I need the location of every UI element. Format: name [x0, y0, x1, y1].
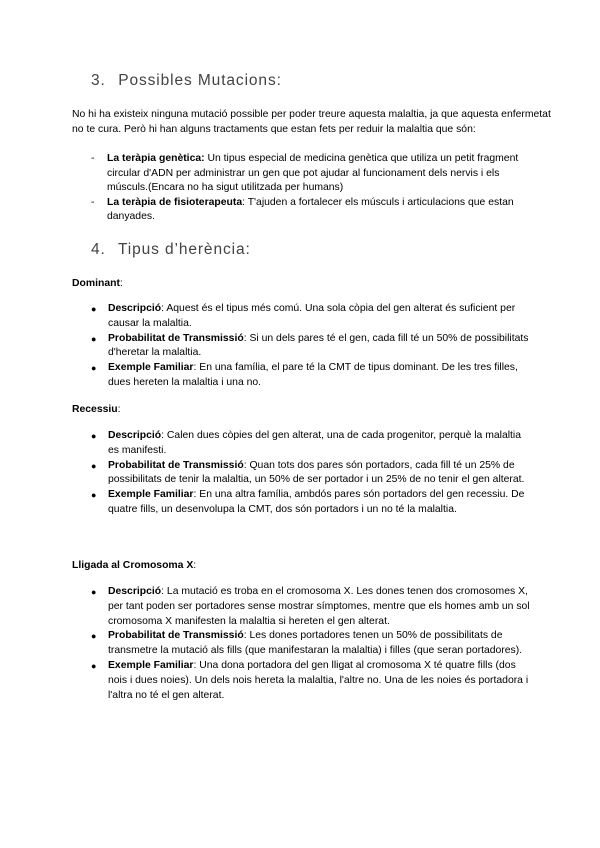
dominant-heading	[72, 278, 123, 289]
bullet-marker: ●	[91, 490, 97, 501]
list-item	[91, 629, 531, 659]
list-item	[91, 488, 531, 518]
item-term: Probabilitat de Transmissió	[108, 630, 244, 642]
bullet-marker: ●	[91, 333, 97, 344]
bullet-marker: ●	[91, 363, 97, 374]
item-term: Descripció	[108, 303, 162, 314]
list-item	[91, 152, 531, 196]
bullet-marker: ●	[91, 660, 97, 671]
section-3-title: Possibles Mutacions:	[118, 72, 282, 89]
bullet-marker: ●	[91, 431, 97, 441]
section-4-heading	[91, 241, 251, 259]
section-4-title: Tipus d’herència:	[117, 241, 251, 258]
x-linked-list	[91, 585, 531, 703]
section-4-number: 4.	[91, 241, 106, 258]
list-item	[91, 459, 531, 489]
list-item	[91, 429, 531, 459]
subheading-label: Dominant	[72, 278, 120, 289]
item-term: Exemple Familiar	[108, 362, 194, 374]
bullet-marker: ●	[91, 304, 97, 314]
bullet-marker: ●	[91, 587, 97, 597]
list-item	[91, 585, 531, 629]
item-text: : Aquest és el tipus més comú. Una sola còpia del gen alterat és suficient per causar la malaltia.	[108, 303, 516, 329]
list-item	[91, 361, 531, 391]
item-text: : Les dones portadores tenen un 50% de possibilitats de transmetre la mutació als fills (que manifestaran la malaltia) i filles (que seran portadores).	[108, 630, 523, 657]
item-text: : Si un dels pares té el gen, cada fill té un 50% de possibilitats d'heretar la malaltia.	[108, 332, 529, 359]
item-term: Exemple Familiar	[108, 489, 194, 501]
x-linked-heading	[72, 560, 196, 571]
section-3-number: 3.	[91, 72, 106, 89]
item-text: : La mutació es troba en el cromosoma X. Les dones tenen dos cromosomes X, per tant poden ser portadores sense mostrar símptomes, mentre que els homes amb un sol cromosoma X manifesten la malaltia si hereten el gen alterat.	[108, 586, 530, 627]
subheading-colon: :	[117, 404, 121, 415]
item-term: La teràpia de fisioterapeuta	[107, 196, 243, 208]
subheading-label: Recessiu	[72, 404, 118, 415]
item-term: Probabilitat de Transmissió	[108, 459, 244, 471]
recessive-list	[91, 429, 531, 518]
item-term: Descripció	[108, 430, 162, 441]
item-term: Probabilitat de Transmissió	[108, 332, 244, 344]
item-text: : En una altra família, ambdós pares són portadors del gen recessiu. De quatre fills, un desenvolupa la CMT, dos són portadors i un no té la malaltia.	[108, 489, 525, 515]
item-text: : Una dona portadora del gen lligat al cromosoma X té quatre fills (dos nois i dues noies). Un dels nois hereta la malaltia, l'altre no. Una de les noies és portadora i l'altra no té el gen alterat.	[108, 659, 529, 701]
list-item	[91, 659, 531, 703]
item-text: : En una família, el pare té la CMT de tipus dominant. De les tres filles, dues hereten la malaltia i una no.	[108, 362, 518, 388]
bullet-marker: ●	[91, 460, 97, 471]
section-3-intro: No hi ha existeix ninguna mutació possible per poder treure aquesta malaltia, ja que aquesta enfermetat no te cura. Però hi han alguns tractaments que estan fets per reduir la malaltia que són:	[72, 109, 551, 135]
item-text: Un tipus especial de medicina genètica que utiliza un petit fragment circular d'ADN per administrar un gen que pot ajudar al funcionament dels nervis i els músculs.(Encara no ha sigut utilitzada per humans)	[107, 153, 519, 194]
item-term: La teràpia genètica:	[107, 153, 205, 164]
recessive-heading	[72, 404, 121, 415]
list-item	[91, 332, 531, 362]
dash-marker: -	[91, 153, 95, 164]
subheading-label: Lligada al Cromosoma X	[72, 560, 194, 571]
list-item	[91, 196, 531, 225]
subheading-colon: :	[119, 278, 123, 289]
section-3-heading	[91, 72, 282, 90]
subheading-colon: :	[193, 560, 197, 571]
bullet-marker: ●	[91, 631, 97, 642]
item-text: : T'ajuden a fortalecer els músculs i articulacions que estan danyades.	[107, 196, 514, 223]
item-text: : Calen dues còpies del gen alterat, una de cada progenitor, perquè la malaltia es manifesti.	[108, 430, 522, 456]
dash-marker: -	[91, 196, 95, 208]
item-text: : Quan tots dos pares són portadors, cada fill té un 25% de possibilitats de tenir la malaltia, un 50% de ser portador i un 25% de no tenir el gen alterat.	[108, 459, 525, 486]
dominant-list	[91, 302, 531, 391]
treatments-list	[91, 152, 531, 225]
list-item	[91, 302, 531, 332]
item-term: Descripció	[108, 586, 162, 597]
item-term: Exemple Familiar	[108, 659, 194, 671]
